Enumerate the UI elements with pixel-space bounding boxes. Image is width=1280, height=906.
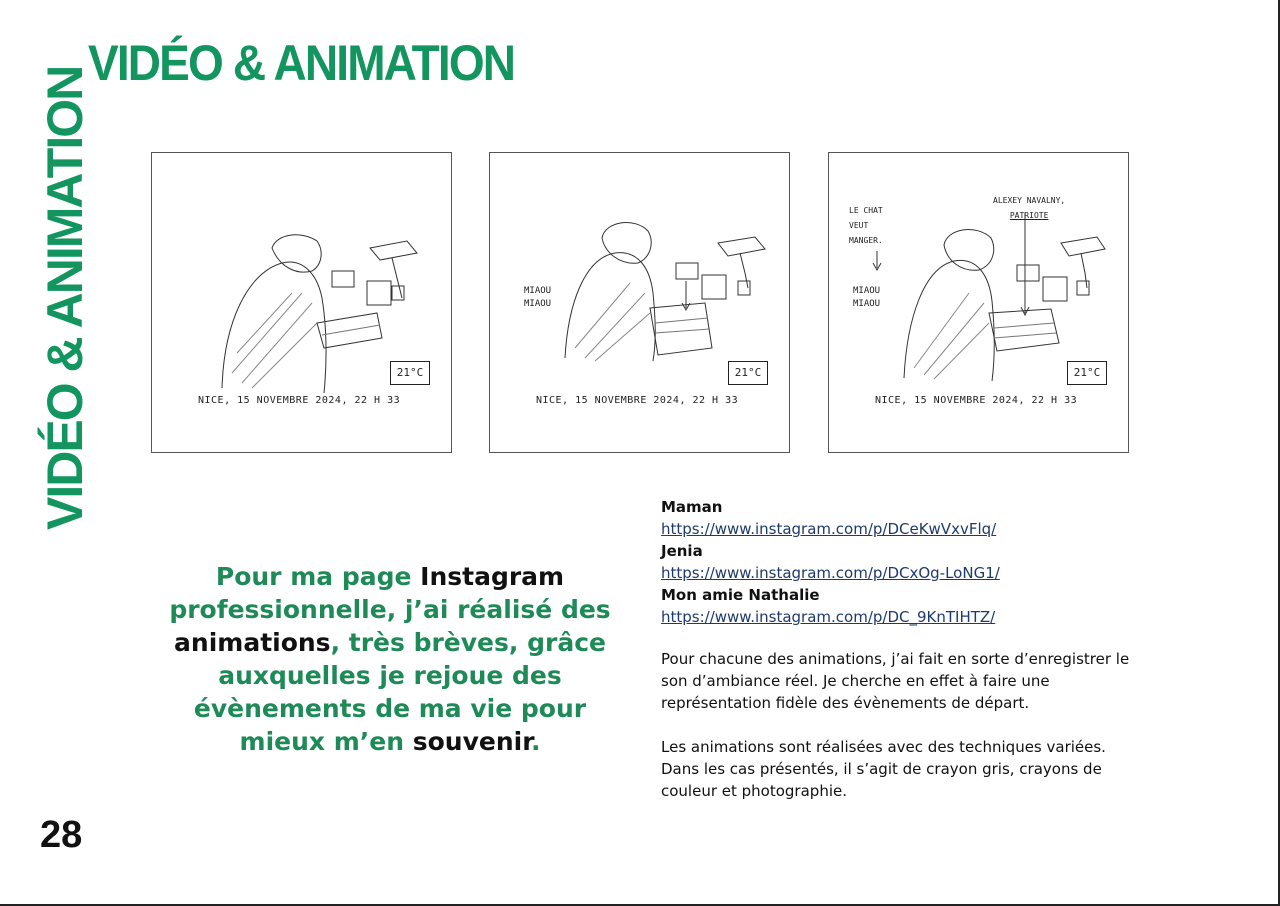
navalny-note: ALEXEY NAVALNY, PATRIOTE	[993, 196, 1066, 220]
sound-text: MIAOU MIAOU	[853, 286, 881, 309]
cat-note: LE CHAT VEUT MANGER.	[849, 206, 883, 245]
panel-caption: NICE, 15 NOVEMBRE 2024, 22 H 33	[536, 395, 739, 406]
link-name: Jenia	[661, 542, 703, 560]
link-name: Maman	[661, 498, 723, 516]
sketch-drawing	[152, 153, 453, 454]
body-paragraph-2: Les animations sont réalisées avec des techniques variées. Dans les cas présentés, il s’agit de crayon gris, crayons de couleur et photographie.	[661, 738, 1106, 800]
panel-caption: NICE, 15 NOVEMBRE 2024, 22 H 33	[875, 395, 1078, 406]
sound-text: MIAOU MIAOU	[524, 286, 552, 309]
body-paragraph-1: Pour chacune des animations, j’ai fait en sorte d’enregistrer le son d’ambiance réel. Je cherche en effet à faire une représentation fidèle des évènements de départ.	[661, 650, 1130, 712]
instagram-link[interactable]: https://www.instagram.com/p/DC_9KnTIHTZ/	[661, 608, 996, 626]
page-title: VIDÉO & ANIMATION	[88, 35, 515, 91]
temperature-label: 21°C	[1067, 361, 1107, 385]
lead-paragraph: Pour ma page Instagram professionnelle, j’ai réalisé des animations, très brèves, grâce auxquelles je rejoue des évènements de ma vie pour mieux m’en souvenir.	[169, 562, 611, 756]
page-number: 28	[40, 814, 83, 856]
animation-panel-1[interactable]	[151, 152, 452, 453]
link-name: Mon amie Nathalie	[661, 586, 820, 604]
animation-panel-3[interactable]	[828, 152, 1129, 453]
temperature-label: 21°C	[728, 361, 768, 385]
side-title: VIDÉO & ANIMATION	[37, 66, 93, 530]
instagram-link[interactable]: https://www.instagram.com/p/DCxOg-LoNG1/	[661, 564, 1000, 582]
panel-caption: NICE, 15 NOVEMBRE 2024, 22 H 33	[198, 395, 401, 406]
instagram-link[interactable]: https://www.instagram.com/p/DCeKwVxvFlq/	[661, 520, 997, 538]
animation-panel-2[interactable]	[489, 152, 790, 453]
temperature-label: 21°C	[390, 361, 430, 385]
instagram-links	[661, 496, 1141, 628]
